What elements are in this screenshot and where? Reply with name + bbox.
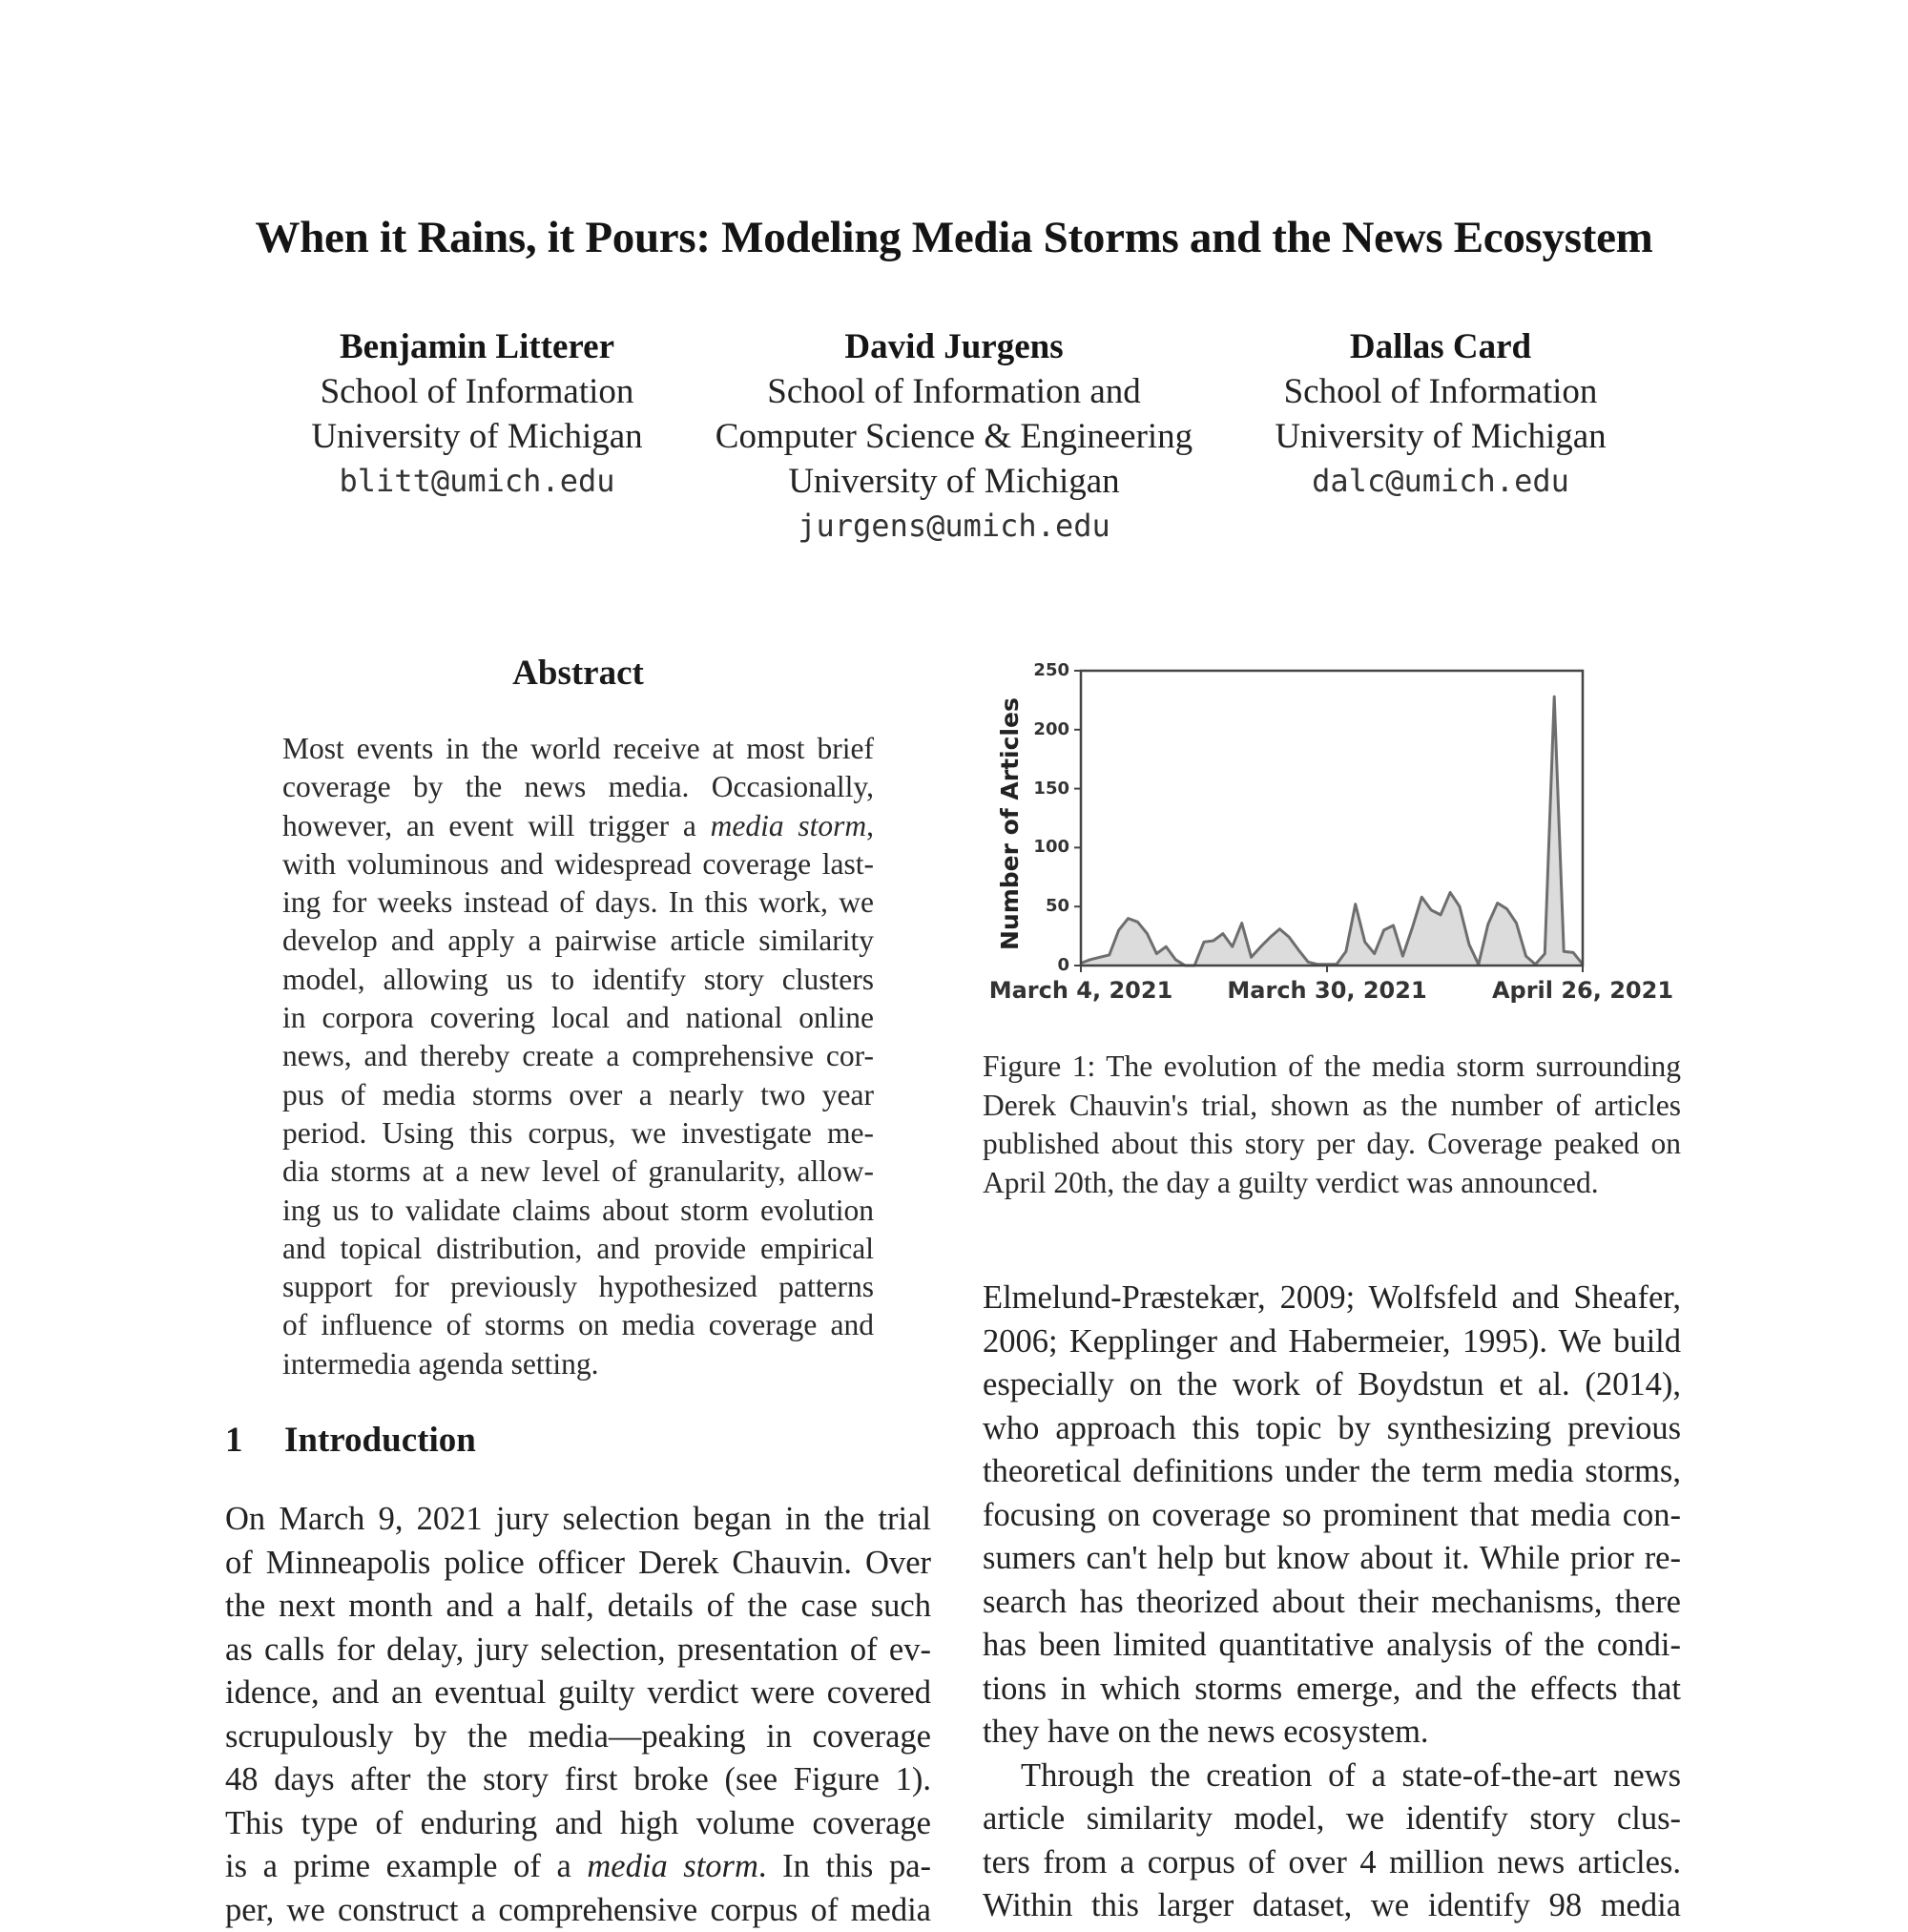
text-line: period. Using this corpus, we investigate me-: [282, 1114, 874, 1153]
text-line: intermedia agenda setting.: [282, 1345, 874, 1383]
author-card: [1240, 324, 1641, 549]
y-tick-label: 150: [1022, 779, 1069, 799]
y-tick-label: 0: [1022, 955, 1069, 975]
introduction-body: [225, 1498, 931, 1932]
paper-title: When it Rains, it Pours: Modeling Media Storms and the News Ecosystem: [0, 212, 1908, 263]
section-number: 1: [225, 1420, 284, 1461]
author-affiliation: University of Michigan: [286, 414, 668, 459]
author-name: David Jurgens: [687, 324, 1221, 369]
text-line: as calls for delay, jury selection, presentation of ev-: [225, 1629, 931, 1672]
text-line: sumers can't help but know about it. While prior re-: [983, 1537, 1681, 1581]
text-line: per, we construct a comprehensive corpus of media: [225, 1889, 931, 1932]
author-block: [286, 324, 1641, 549]
right-column-body: [983, 1277, 1681, 1928]
text-line: Elmelund-Præstekær, 2009; Wolfsfeld and Sheafer,: [983, 1277, 1681, 1320]
author-affiliation: School of Information: [1240, 369, 1641, 414]
text-line: 2006; Kepplinger and Habermeier, 1995). We build: [983, 1320, 1681, 1364]
text-line: pus of media storms over a nearly two year: [282, 1076, 874, 1114]
area-chart: [983, 658, 1689, 1021]
x-tick-label: March 30, 2021: [1227, 977, 1426, 1004]
y-tick-label: 250: [1022, 660, 1069, 680]
author-affiliation: Computer Science & Engineering: [687, 414, 1221, 459]
text-line: in corpora covering local and national online: [282, 999, 874, 1037]
author-email: jurgens@umich.edu: [687, 504, 1221, 549]
text-line: article similarity model, we identify story clus-: [983, 1797, 1681, 1841]
text-line: Within this larger dataset, we identify 98 media: [983, 1884, 1681, 1928]
text-line: published about this story per day. Coverage peaked on: [983, 1125, 1681, 1164]
author-affiliation: School of Information and: [687, 369, 1221, 414]
author-name: Dallas Card: [1240, 324, 1641, 369]
text-line: 48 days after the story first broke (see Figure 1).: [225, 1758, 931, 1802]
text-line: of influence of storms on media coverage and: [282, 1306, 874, 1344]
text-line: of Minneapolis police officer Derek Chauvin. Over: [225, 1542, 931, 1586]
text-line: ing us to validate claims about storm evolution: [282, 1192, 874, 1230]
author-affiliation: University of Michigan: [1240, 414, 1641, 459]
author-jurgens: [687, 324, 1221, 549]
figure-1-caption: [983, 1048, 1681, 1202]
abstract-body: [282, 730, 874, 1383]
x-tick-label: March 4, 2021: [989, 977, 1173, 1004]
text-line: On March 9, 2021 jury selection began in the trial: [225, 1498, 931, 1542]
author-name: Benjamin Litterer: [286, 324, 668, 369]
text-line: April 20th, the day a guilty verdict was announced.: [983, 1164, 1681, 1203]
author-affiliation: School of Information: [286, 369, 668, 414]
y-axis-label: Number of Articles: [996, 697, 1024, 950]
area-fill: [1081, 696, 1583, 966]
text-line: and topical distribution, and provide empirical: [282, 1230, 874, 1268]
section-heading-introduction: [225, 1420, 476, 1461]
text-line: with voluminous and widespread coverage last-: [282, 845, 874, 883]
emphasis-term: media storm: [711, 809, 867, 842]
author-email: dalc@umich.edu: [1240, 459, 1641, 504]
section-title: Introduction: [284, 1421, 476, 1460]
text-line: who approach this topic by synthesizing previous: [983, 1407, 1681, 1451]
abstract-heading: Abstract: [282, 653, 874, 694]
emphasis-term: media storm: [587, 1848, 758, 1884]
text-line: news, and thereby create a comprehensive cor-: [282, 1037, 874, 1075]
text-line: the next month and a half, details of the case such: [225, 1585, 931, 1629]
text-line: This type of enduring and high volume coverage: [225, 1802, 931, 1846]
text-line: scrupulously by the media—peaking in coverage: [225, 1715, 931, 1759]
author-litterer: [286, 324, 668, 549]
text-line: ing for weeks instead of days. In this work, we: [282, 883, 874, 922]
text-line: Most events in the world receive at most brief: [282, 730, 874, 768]
text-line: model, allowing us to identify story clusters: [282, 961, 874, 999]
text-line: is a prime example of a media storm. In this pa-: [225, 1845, 931, 1889]
author-affiliation: University of Michigan: [687, 459, 1221, 504]
text-line: has been limited quantitative analysis of the condi-: [983, 1624, 1681, 1668]
text-line: however, an event will trigger a media storm,: [282, 807, 874, 845]
text-line: focusing on coverage so prominent that media con-: [983, 1494, 1681, 1538]
text-line: Through the creation of a state-of-the-art news: [983, 1755, 1681, 1798]
y-tick-label: 50: [1022, 896, 1069, 916]
y-tick-label: 200: [1022, 719, 1069, 739]
text-line: support for previously hypothesized patterns: [282, 1268, 874, 1306]
text-line: Derek Chauvin's trial, shown as the number of articles: [983, 1087, 1681, 1126]
text-line: they have on the news ecosystem.: [983, 1711, 1681, 1755]
text-line: especially on the work of Boydstun et al. (2014),: [983, 1363, 1681, 1407]
author-email: blitt@umich.edu: [286, 459, 668, 504]
x-tick-label: April 26, 2021: [1492, 977, 1673, 1004]
text-line: ters from a corpus of over 4 million news articles.: [983, 1841, 1681, 1885]
text-line: theoretical definitions under the term media storms,: [983, 1450, 1681, 1494]
text-line: develop and apply a pairwise article similarity: [282, 922, 874, 960]
text-line: Figure 1: The evolution of the media storm surrounding: [983, 1048, 1681, 1087]
figure-1-chart: [983, 658, 1689, 1021]
text-line: search has theorized about their mechanisms, there: [983, 1581, 1681, 1625]
text-line: dia storms at a new level of granularity, allow-: [282, 1153, 874, 1191]
text-line: coverage by the news media. Occasionally,: [282, 768, 874, 806]
text-line: tions in which storms emerge, and the effects that: [983, 1668, 1681, 1712]
text-line: idence, and an eventual guilty verdict were covered: [225, 1672, 931, 1715]
y-tick-label: 100: [1022, 837, 1069, 857]
